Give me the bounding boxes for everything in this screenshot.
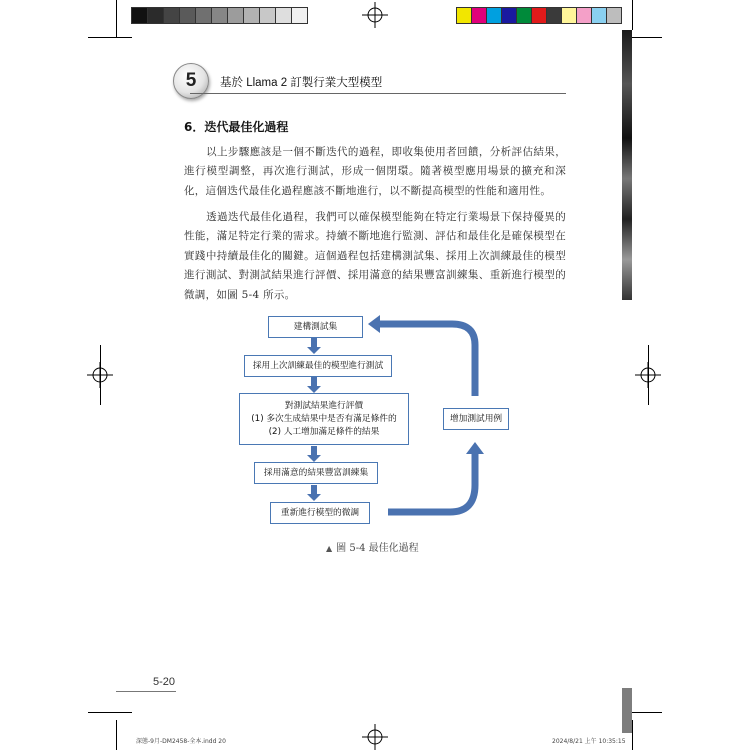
registration-mark-icon [362, 2, 388, 28]
gray-swatch [163, 7, 180, 24]
crop-mark [88, 37, 132, 38]
grayscale-calibration-bar [132, 7, 308, 24]
paragraph-text: 透過迭代最佳化過程，我們可以確保模型能夠在特定行業場景下保持優異的性能，滿足特定行業的需求。持續不斷地進行監測、評估和最佳化是確保模型在實踐中持續最佳化的關鍵。這個過程包括建構測試集、採用上次訓練最佳的模型進行測試、對測試結果進行評價、採用滿意的結果豐富訓練集、重新進行模型的微調，如圖 5-4 所示。 [184, 211, 566, 301]
page-number-rule [116, 691, 176, 692]
gray-swatch [147, 7, 164, 24]
flow-step-fine-tune [270, 502, 370, 524]
crop-mark [632, 37, 662, 38]
color-swatch [561, 7, 577, 24]
arrow-head-icon [466, 442, 484, 454]
gray-swatch [131, 7, 148, 24]
body-paragraph [184, 208, 566, 305]
slug-right: 2024/8/21 上午 10:35:15 [552, 738, 626, 745]
header-rule [190, 93, 566, 94]
color-swatch [576, 7, 592, 24]
color-swatch [486, 7, 502, 24]
flow-step-label: 建構測試集 [293, 321, 338, 332]
flow-step-label: 採用滿意的結果豐富訓練集 [263, 467, 369, 478]
page-number: 5-20 [153, 676, 176, 688]
section-heading: 6．迭代最佳化過程 [184, 120, 289, 134]
flow-step-evaluate-results [239, 393, 409, 445]
registration-mark-icon [362, 724, 388, 750]
crop-mark [632, 0, 633, 30]
gray-swatch [211, 7, 228, 24]
bleed-photo-strip [622, 30, 632, 300]
crop-mark [632, 712, 662, 713]
chapter-number: 5 [185, 70, 197, 91]
color-swatch [546, 7, 562, 24]
figure-caption [326, 539, 419, 554]
down-arrow-icon [307, 485, 321, 501]
flow-step-enrich-training-set [254, 462, 378, 484]
caption-triangle-icon: ▲ [326, 544, 333, 553]
crop-mark [116, 720, 117, 750]
feedback-arrow-up [388, 452, 475, 512]
slug-left: 深態-9月-DM2458-全本.indd 20 [136, 738, 226, 745]
flow-step-sublabel: (2) 人工增加滿足條件的結果 [268, 426, 380, 437]
flow-step-sublabel: (1) 多次生成結果中是否有滿足條件的 [251, 413, 397, 424]
gray-swatch [227, 7, 244, 24]
color-swatch [531, 7, 547, 24]
thumb-tab [622, 688, 632, 733]
crop-mark [100, 345, 101, 405]
color-swatch [516, 7, 532, 24]
down-arrow-icon [307, 446, 321, 462]
gray-swatch [243, 7, 260, 24]
gray-swatch [195, 7, 212, 24]
gray-swatch [259, 7, 276, 24]
flow-step-label: 對測試結果進行評價 [284, 400, 364, 411]
paragraph-text: 以上步驟應該是一個不斷迭代的過程，即收集使用者回饋，分析評估結果，進行模型調整，再次進行測試，形成一個閉環。隨著模型應用場景的擴充和深化，這個迭代最佳化過程應該不斷地進行，以不斷提高模型的性能和適用性。 [184, 146, 566, 197]
crop-mark [116, 0, 117, 37]
feedback-arrow-top [378, 324, 475, 396]
flow-step-test-best-model [244, 355, 392, 377]
crop-mark [632, 720, 633, 750]
flow-step-add-test-cases [443, 408, 509, 430]
crop-mark [88, 712, 132, 713]
flow-step-label: 增加測試用例 [449, 413, 503, 424]
flow-step-label: 採用上次訓練最佳的模型進行測試 [252, 360, 384, 371]
flow-step-build-test-set [268, 316, 363, 338]
color-swatch [591, 7, 607, 24]
down-arrow-icon [307, 338, 321, 354]
caption-text: 圖 5-4 最佳化過程 [336, 543, 419, 554]
color-calibration-bar [457, 7, 622, 24]
chapter-title: 基於 Llama 2 訂製行業大型模型 [220, 77, 383, 89]
down-arrow-icon [307, 377, 321, 393]
color-swatch [471, 7, 487, 24]
color-swatch [501, 7, 517, 24]
gray-swatch [291, 7, 308, 24]
flow-step-label: 重新進行模型的微調 [280, 507, 360, 518]
body-paragraph [184, 143, 566, 201]
crop-mark [648, 345, 649, 405]
gray-swatch [275, 7, 292, 24]
gray-swatch [179, 7, 196, 24]
arrow-head-icon [368, 315, 380, 333]
color-swatch [456, 7, 472, 24]
color-swatch [606, 7, 622, 24]
